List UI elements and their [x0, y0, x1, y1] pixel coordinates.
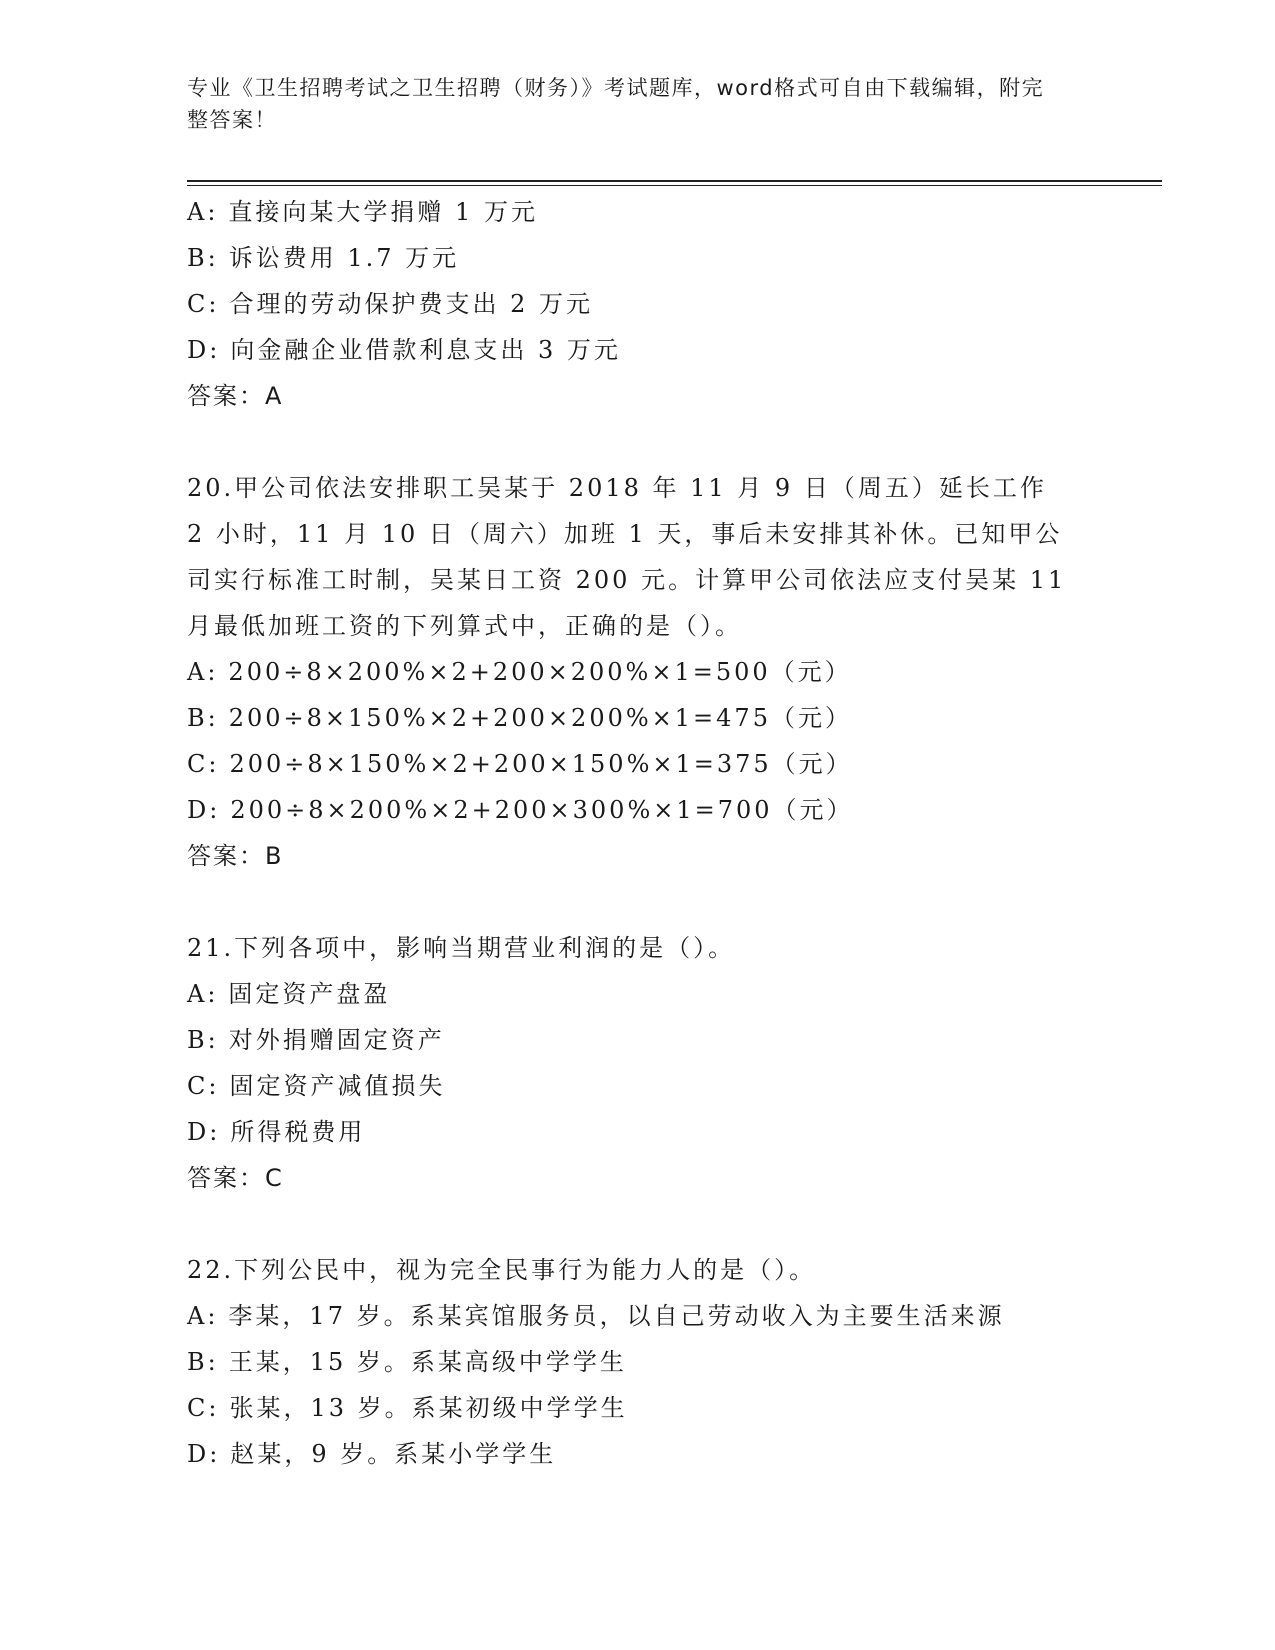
option-b [187, 1017, 1087, 1063]
option-letter: C: [187, 1072, 220, 1100]
option-text: 李某，17 岁。系某宾馆服务员，以自己劳动收入为主要生活来源 [228, 1302, 1005, 1330]
question-20 [187, 465, 1087, 879]
document-body [187, 189, 1087, 1477]
header-divider-thick [187, 180, 1162, 182]
header-divider-thin [187, 185, 1162, 186]
question-stem: 21.下列各项中，影响当期营业利润的是（）。 [187, 934, 736, 962]
option-text: 固定资产减值损失 [229, 1072, 446, 1100]
option-text: 固定资产盘盈 [228, 980, 391, 1008]
option-letter: A: [187, 980, 219, 1008]
option-b [187, 695, 1087, 741]
option-letter: D: [187, 796, 221, 824]
question-22 [187, 1247, 1087, 1477]
option-letter: C: [187, 1394, 220, 1422]
option-d [187, 327, 1087, 373]
option-d [187, 787, 1087, 833]
option-letter: A: [187, 658, 219, 686]
option-c [187, 1385, 1087, 1431]
option-text: 合理的劳动保护费支出 2 万元 [229, 290, 593, 318]
option-letter: A: [187, 198, 219, 226]
option-b [187, 1339, 1087, 1385]
option-letter: D: [187, 1440, 221, 1468]
option-text: 200÷8×200%×2+200×300%×1=700（元） [230, 796, 854, 824]
option-letter: D: [187, 336, 221, 364]
option-c [187, 281, 1087, 327]
option-a [187, 1293, 1087, 1339]
option-text: 赵某，9 岁。系某小学学生 [230, 1440, 557, 1468]
option-text: 直接向某大学捐赠 1 万元 [228, 198, 538, 226]
header-text: 专业《卫生招聘考试之卫生招聘（财务）》考试题库，word格式可自由下载编辑，附完整答案！ [187, 76, 1045, 132]
question-19-continued [187, 189, 1087, 419]
answer-line: 答案：A [187, 382, 284, 410]
question-21 [187, 925, 1087, 1201]
option-letter: B: [187, 1348, 219, 1376]
option-text: 200÷8×200%×2+200×200%×1=500（元） [228, 658, 852, 686]
option-b [187, 235, 1087, 281]
option-text: 张某，13 岁。系某初级中学学生 [229, 1394, 628, 1422]
option-letter: C: [187, 290, 220, 318]
option-letter: B: [187, 244, 219, 272]
option-text: 王某，15 岁。系某高级中学学生 [228, 1348, 627, 1376]
option-d [187, 1431, 1087, 1477]
option-a [187, 649, 1087, 695]
option-text: 200÷8×150%×2+200×200%×1=475（元） [228, 704, 852, 732]
option-letter: D: [187, 1118, 221, 1146]
question-stem: 20.甲公司依法安排职工吴某于 2018 年 11 月 9 日（周五）延长工作 2 小时，11 月 10 日（周六）加班 1 天，事后未安排其补休。已知甲公司实行标准工时制，吴某日工资 200 元。计算甲公司依法应支付吴某 11 月最低加班工资的下列算式中，正确的是（）。 [187, 474, 1067, 640]
option-a [187, 971, 1087, 1017]
option-a [187, 189, 1087, 235]
question-stem: 22.下列公民中，视为完全民事行为能力人的是（）。 [187, 1256, 817, 1284]
answer-line: 答案：B [187, 842, 284, 870]
option-c [187, 1063, 1087, 1109]
option-text: 200÷8×150%×2+200×150%×1=375（元） [229, 750, 853, 778]
option-text: 对外捐赠固定资产 [228, 1026, 445, 1054]
option-letter: C: [187, 750, 220, 778]
option-c [187, 741, 1087, 787]
option-text: 所得税费用 [230, 1118, 366, 1146]
answer-line: 答案：C [187, 1164, 284, 1192]
option-text: 诉讼费用 1.7 万元 [228, 244, 460, 272]
option-letter: B: [187, 704, 219, 732]
option-letter: A: [187, 1302, 219, 1330]
document-header [187, 72, 1167, 136]
option-d [187, 1109, 1087, 1155]
option-text: 向金融企业借款利息支出 3 万元 [230, 336, 621, 364]
option-letter: B: [187, 1026, 219, 1054]
